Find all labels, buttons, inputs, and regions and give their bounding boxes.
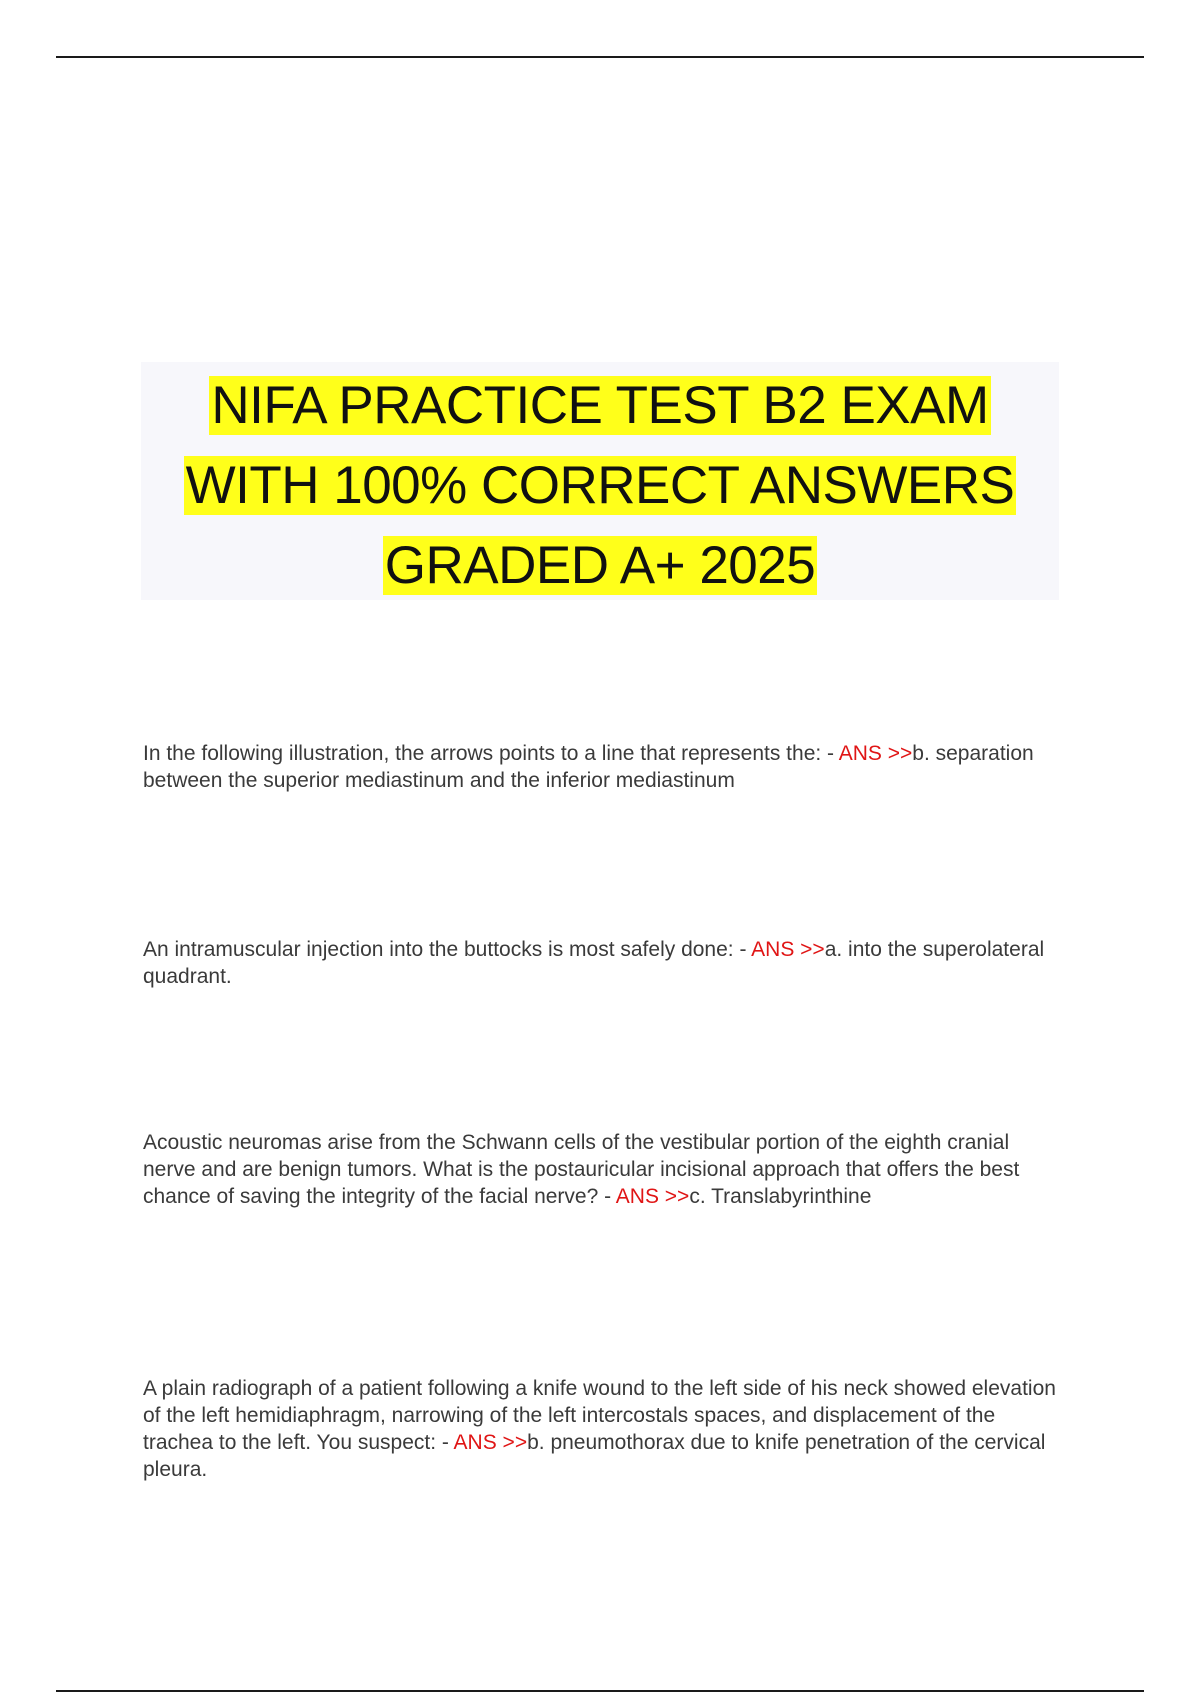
question-text: Acoustic neuromas arise from the Schwann cells of the vestibular portion of the eighth cranial nerve and are benign tumors. What is the postauricular incisional approach that offers the best chance of saving the integrity of the facial nerve? - — [143, 1131, 1020, 1208]
title-line-1 — [141, 366, 1059, 446]
answer-text: c. Translabyrinthine — [689, 1185, 872, 1208]
qa-item-2 — [143, 936, 1063, 990]
document-title-block — [141, 362, 1059, 600]
answer-text: b. separation between the superior mediastinum and the inferior mediastinum — [143, 742, 1034, 792]
answer-text: a. into the superolateral quadrant. — [143, 938, 1045, 988]
title-text-2: WITH 100% CORRECT ANSWERS — [185, 456, 1015, 515]
question-text: An intramuscular injection into the buttocks is most safely done: - — [143, 938, 752, 961]
ans-label: ANS >> — [838, 742, 913, 765]
ans-label: ANS >> — [453, 1431, 528, 1454]
title-text-3: GRADED A+ 2025 — [384, 536, 816, 595]
answer-text: b. pneumothorax due to knife penetration of the cervical pleura. — [143, 1431, 1046, 1481]
question-text: In the following illustration, the arrows points to a line that represents the: - — [143, 742, 839, 765]
title-text-1: NIFA PRACTICE TEST B2 EXAM — [211, 376, 989, 435]
ans-label: ANS >> — [615, 1185, 690, 1208]
title-line-3 — [141, 526, 1059, 606]
question-text: A plain radiograph of a patient following a knife wound to the left side of his neck showed elevation of the left hemidiaphragm, narrowing of the left intercostals spaces, and displacement of the trachea to the left. You suspect: - — [143, 1377, 1056, 1454]
top-rule — [56, 56, 1144, 58]
qa-item-1 — [143, 740, 1063, 794]
qa-item-4 — [143, 1375, 1063, 1483]
ans-label: ANS >> — [751, 938, 825, 961]
qa-item-3 — [143, 1129, 1063, 1210]
title-line-2 — [141, 446, 1059, 526]
bottom-rule — [56, 1690, 1144, 1692]
